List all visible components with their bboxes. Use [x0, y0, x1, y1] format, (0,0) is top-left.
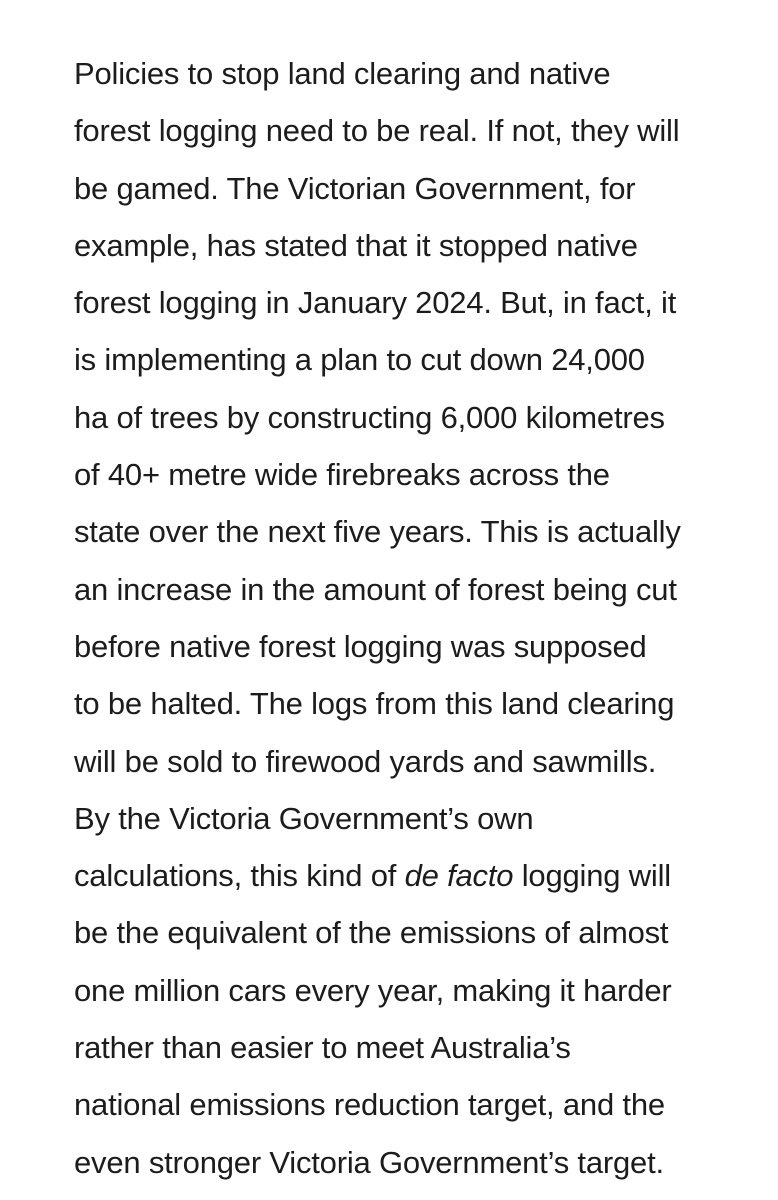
paragraph-line: forest logging need to be real. If not, they will — [74, 113, 680, 149]
paragraph-line-with-italic — [74, 847, 764, 904]
paragraph-line: rather than easier to meet Australia’s — [74, 1030, 571, 1066]
paragraph-line: will be sold to firewood yards and sawmills. — [74, 743, 657, 779]
italic-term-de-facto: de facto — [404, 858, 514, 894]
line-text-before-italic: calculations, this kind of — [74, 858, 405, 894]
paragraph-line: state over the next five years. This is actually — [74, 514, 681, 550]
paragraph-line: By the Victoria Government’s own — [74, 800, 534, 836]
paragraph-line: ha of trees by constructing 6,000 kilometres — [74, 399, 665, 435]
paragraph-line: of 40+ metre wide firebreaks across the — [74, 457, 610, 493]
line-text-after-italic: logging will — [513, 858, 671, 894]
paragraph-line: Policies to stop land clearing and native — [74, 56, 611, 91]
paragraph-line: an increase in the amount of forest being cut — [74, 571, 677, 607]
paragraph-line: one million cars every year, making it harder — [74, 972, 672, 1008]
paragraph-line: example, has stated that it stopped native — [74, 227, 638, 263]
paragraph-line: forest logging in January 2024. But, in fact, it — [74, 285, 677, 321]
paragraph-line: national emissions reduction target, and the — [74, 1087, 665, 1123]
article-paragraph — [74, 45, 764, 1191]
paragraph-line: is implementing a plan to cut down 24,000 — [74, 342, 645, 378]
paragraph-line: be gamed. The Victorian Government, for — [74, 170, 636, 206]
paragraph-line: be the equivalent of the emissions of almost — [74, 915, 669, 951]
paragraph-line: to be halted. The logs from this land clearing — [74, 686, 675, 722]
paragraph-line: even stronger Victoria Government’s target. — [74, 1144, 664, 1180]
paragraph-line: before native forest logging was supposed — [74, 628, 647, 664]
